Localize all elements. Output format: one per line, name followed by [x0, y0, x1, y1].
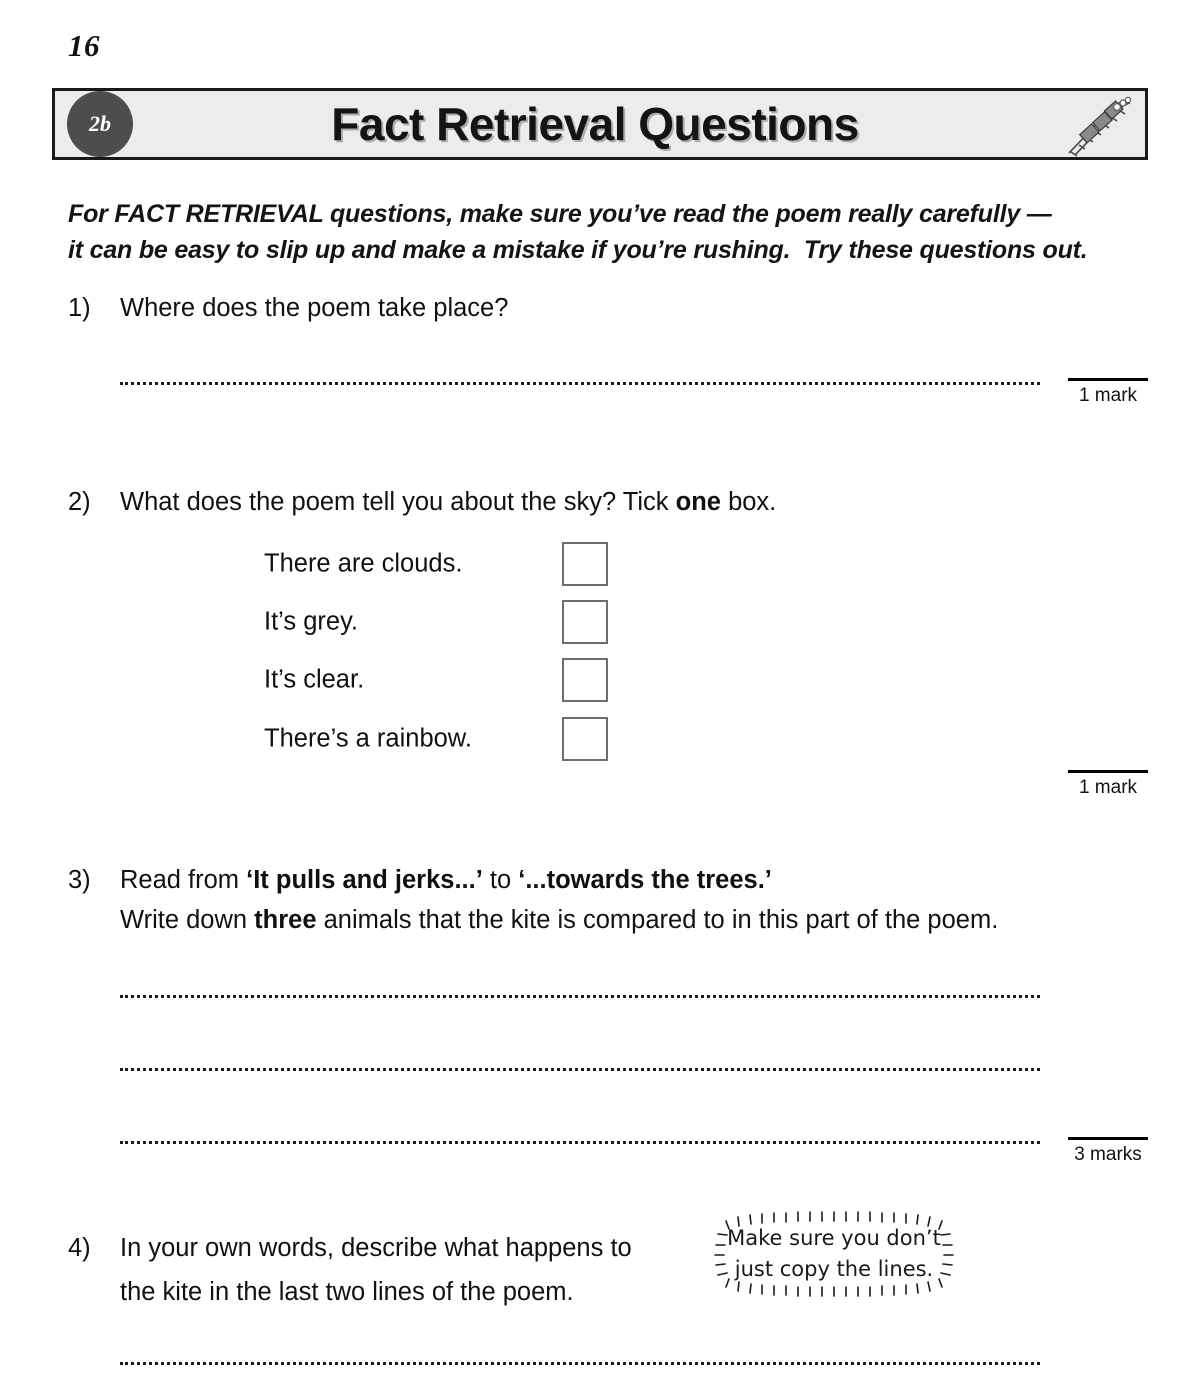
- q3-l2-post: animals that the kite is compared to in this part of the poem.: [316, 906, 999, 934]
- answer-line-q3-1[interactable]: [120, 991, 1040, 998]
- q3-l2-pre: Write down: [120, 906, 255, 934]
- marks-q2: [1065, 770, 1151, 799]
- section-header-banner: [52, 88, 1148, 160]
- option-label-2: It’s grey.: [264, 607, 359, 636]
- q3-l1-bold-2: ‘...towards the trees.’: [518, 866, 772, 894]
- question-2: [68, 482, 1068, 522]
- question-3: [68, 860, 1078, 940]
- option-row-1[interactable]: [264, 541, 664, 587]
- marks-label-q2: 1 mark: [1078, 777, 1138, 798]
- page-title: Fact Retrieval Questions: [331, 98, 859, 150]
- question-4-number: 4): [68, 1234, 91, 1262]
- question-4: [68, 1226, 708, 1314]
- question-2-text-bold: one: [675, 488, 721, 516]
- marks-rule-q2: [1068, 770, 1148, 773]
- intro-line-2: it can be easy to slip up and make a mistake if you’re rushing. Try these questions out.: [68, 236, 1088, 264]
- question-4-line-2: the kite in the last two lines of the poem.: [120, 1278, 574, 1306]
- tip-line-1: Make sure you don’t: [727, 1226, 941, 1250]
- question-4-text: [120, 1226, 708, 1314]
- q3-l1-pre: Read from: [120, 866, 247, 894]
- answer-line-q4-1[interactable]: [120, 1358, 1040, 1365]
- q3-l1-bold-1: ‘It pulls and jerks...’: [246, 866, 483, 894]
- intro-text: [68, 196, 1088, 268]
- marks-q1: [1065, 378, 1151, 407]
- question-3-text: [120, 860, 1078, 940]
- question-2-text: [120, 482, 1068, 522]
- option-label-4: There’s a rainbow.: [264, 724, 472, 753]
- marks-label-q1: 1 mark: [1078, 385, 1138, 406]
- tickbox-option-1[interactable]: [562, 542, 608, 586]
- question-2-text-post: box.: [720, 488, 777, 516]
- tip-line-2: just copy the lines.: [734, 1257, 934, 1281]
- q3-l2-bold: three: [254, 906, 317, 934]
- question-1-number: 1): [68, 294, 91, 322]
- question-3-line-1: [120, 860, 1078, 900]
- question-4-line-1: In your own words, describe what happens to: [120, 1234, 632, 1262]
- tickbox-option-3[interactable]: [562, 658, 608, 702]
- question-1: [68, 288, 1068, 328]
- marks-rule-q1: [1068, 378, 1148, 381]
- tip-text: [712, 1208, 956, 1300]
- option-label-1: There are clouds.: [264, 549, 463, 578]
- marks-q3: [1065, 1137, 1151, 1166]
- question-1-text: [120, 288, 1068, 328]
- marks-label-q3: 3 marks: [1074, 1144, 1142, 1165]
- tickbox-option-4[interactable]: [562, 717, 608, 761]
- tickbox-option-2[interactable]: [562, 600, 608, 644]
- question-3-number: 3): [68, 866, 91, 894]
- section-badge: 2b: [67, 91, 133, 157]
- banner-inner: [55, 91, 1145, 157]
- marks-rule-q3: [1068, 1137, 1148, 1140]
- question-1-line: Where does the poem take place?: [120, 294, 509, 322]
- intro-line-1: For FACT RETRIEVAL questions, make sure you’ve read the poem really carefully —: [68, 200, 1052, 228]
- option-row-4[interactable]: [264, 716, 664, 762]
- answer-line-q1-1[interactable]: [120, 378, 1040, 385]
- answer-line-q3-2[interactable]: [120, 1064, 1040, 1071]
- option-row-2[interactable]: [264, 599, 664, 645]
- option-row-3[interactable]: [264, 657, 664, 703]
- question-2-number: 2): [68, 488, 91, 516]
- page-number: 16: [68, 28, 100, 63]
- option-label-3: It’s clear.: [264, 665, 365, 694]
- question-2-text-pre: What does the poem tell you about the sky? Tick: [120, 488, 676, 516]
- q3-l1-mid: to: [482, 866, 519, 894]
- question-3-line-2: [120, 900, 1078, 940]
- answer-line-q3-3[interactable]: [120, 1137, 1040, 1144]
- rollercoaster-icon: [1061, 95, 1137, 159]
- tip-bubble: [712, 1208, 956, 1300]
